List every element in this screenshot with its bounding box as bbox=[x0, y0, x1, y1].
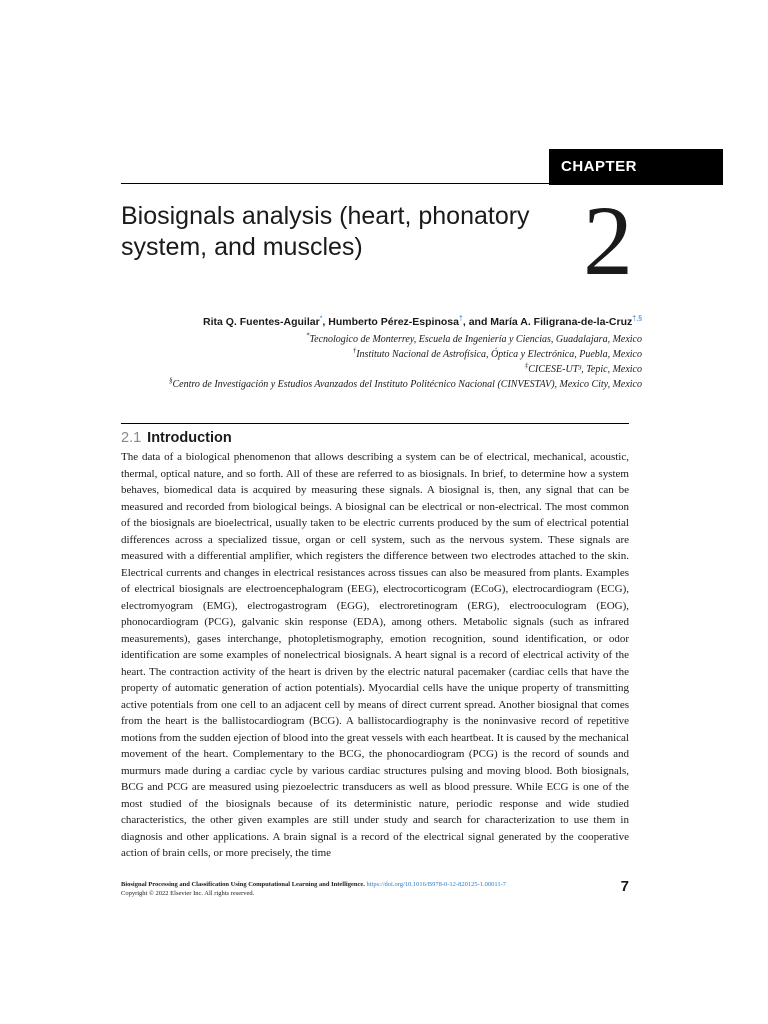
affiliation-line bbox=[169, 347, 642, 362]
chapter-title: Biosignals analysis (heart, phonatory system, and muscles) bbox=[121, 202, 530, 261]
page-footer bbox=[121, 880, 629, 898]
affiliation-mark: † bbox=[352, 346, 357, 355]
section-rule bbox=[121, 423, 629, 424]
chapter-number: 2 bbox=[583, 185, 633, 296]
author-separator: , and bbox=[462, 316, 491, 328]
section-title: Introduction bbox=[147, 430, 232, 446]
author-name: Humberto Pérez-Espinosa bbox=[328, 316, 459, 328]
doi-link[interactable]: https://doi.org/10.1016/B978-0-12-820125-1.00011-7 bbox=[366, 881, 507, 888]
affiliation-text: CICESE-UT³, Tepic, Mexico bbox=[528, 364, 642, 375]
copyright-text: Copyright © 2022 Elsevier Inc. All rights reserved. bbox=[121, 890, 255, 897]
author-name: María A. Filigrana-de-la-Cruz bbox=[490, 316, 633, 328]
affiliation-list bbox=[169, 332, 642, 392]
affiliation-line bbox=[169, 362, 642, 377]
affiliation-mark: ‡ bbox=[524, 361, 529, 370]
author-affiliation-mark: † bbox=[458, 315, 463, 323]
section-number: 2.1 bbox=[121, 430, 142, 446]
affiliation-text: Instituto Nacional de Astrofísica, Óptica y Electrónica, Puebla, Mexico bbox=[356, 349, 642, 360]
page-number: 7 bbox=[620, 878, 629, 895]
affiliation-mark: * bbox=[305, 331, 310, 340]
affiliation-text: Tecnologico de Monterrey, Escuela de Ingeniería y Ciencias, Guadalajara, Mexico bbox=[309, 334, 642, 345]
affiliation-line bbox=[169, 377, 642, 392]
header-rule bbox=[121, 183, 549, 184]
author-affiliation-mark: * bbox=[319, 315, 323, 323]
affiliation-line bbox=[169, 332, 642, 347]
section-heading bbox=[121, 428, 232, 448]
chapter-label: CHAPTER bbox=[549, 149, 723, 185]
author-separator: , bbox=[322, 316, 329, 328]
footer-citation bbox=[121, 880, 629, 889]
author-affiliation-mark: †,§ bbox=[632, 315, 642, 323]
author-list bbox=[203, 316, 642, 328]
author-name: Rita Q. Fuentes-Aguilar bbox=[203, 316, 320, 328]
book-title: Biosignal Processing and Classification Using Computational Learning and Intelligence. bbox=[121, 881, 365, 888]
body-paragraph: The data of a biological phenomenon that allows describing a system can be of electrical, mechanical, acoustic, thermal, optical nature, and so forth. All of these are referred to as biosignals. In brief, to determine how a system behaves, biomedical data is acquired by measuring these signals. A biosignal is, then, any signal that can be measured and recorded from biological beings. A biosignal can be electrical or non-electrical. The most common of the biosignals are bioelectrical, usually taken to be electric currents produced by the sum of electrical potential differences across a specialized tissue, organ or cell system, such as the nervous system. These signals are measured with a differential amplifier, which registers the difference between two electrodes attached to the skin. Electrical currents and changes in electrical resistances across tissues can also be measured from plants. Examples of electrical biosignals are electroencephalogram (EEG), electrocorticogram (ECoG), electrocardiogram (ECG), electromyogram (EMG), electrogastrogram (EGG), electroretinogram (ERG), electrooculogram (EOG), phonocardiogram (PCG), galvanic skin response (EDA), among others. Metabolic signals (such as infrared measurements), gases interchange, photopletismography, emotion recognition, sound identification, or odor identification are some examples of nonelectrical biosignals. A heart signal is a record of electrical activity of the heart. The contraction activity of the heart is driven by the electric natural pacemaker (cardiac cells that have the property of automatic generation of action potentials). Myocardial cells have the unique property of transmitting active potentials from one cell to an adjacent cell by means of direct current spread. Another biosignal that comes from the heart is the ballistocardiogram (BCG). A ballistocardiography is the noninvasive record of repetitive motions from the sudden ejection of blood into the great vessels with each heartbeat. It is caused by the mechanical movement of the heart. Complementary to the BCG, the phonocardiogram (PCG) is the record of sounds and murmurs made during a cardiac cycle by various cardiac structures pulsing and moving blood. Both biosignals, BCG and PCG are measured using piezoelectric transducers as well as blood pressure. While ECG is one of the most studied of the biosignals because of its deterministic nature, periodic response and wide studied characteristics, the other given examples are still under study and search for characterization to use them in diagnosis and other applications. A brain signal is a record of the electrical signal generated by the cooperative action of brain cells, or more precisely, the time bbox=[121, 451, 629, 859]
affiliation-mark: § bbox=[168, 376, 173, 385]
affiliation-text: Centro de Investigación y Estudios Avanzados del Instituto Politécnico Nacional (CINVESTAV), Mexico City, Mexico bbox=[172, 379, 642, 390]
